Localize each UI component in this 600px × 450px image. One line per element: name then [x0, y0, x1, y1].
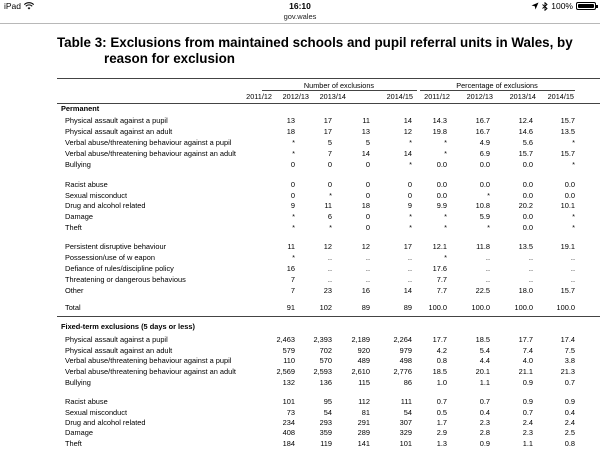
percentage-cell: 2.3 [522, 428, 533, 437]
percentage-cell: * [572, 138, 575, 147]
count-cell: * [329, 223, 332, 232]
table-row [57, 397, 600, 407]
count-cell: 13 [361, 127, 370, 136]
percentage-cell: 16.7 [475, 127, 490, 136]
percentage-cell: 0.0 [479, 180, 490, 189]
percentage-cell: 13.5 [518, 242, 533, 251]
table-row [57, 378, 600, 388]
percentage-cell: .. [485, 275, 490, 284]
count-cell: 111 [400, 397, 412, 406]
percentage-cell: 2.8 [479, 428, 490, 437]
group-rule-percentage [420, 90, 575, 91]
count-cell: .. [327, 264, 332, 273]
count-cell: 329 [399, 428, 412, 437]
count-cell: 12 [361, 242, 370, 251]
count-cell: * [292, 149, 295, 158]
count-cell: 289 [357, 428, 370, 437]
count-cell: * [409, 138, 412, 147]
percentage-cell: 2.3 [479, 418, 490, 427]
percentage-cell: 100.0 [471, 303, 490, 312]
percentage-cell: 5.9 [479, 212, 490, 221]
table-row [57, 408, 600, 418]
percentage-cell: 9.9 [436, 201, 447, 210]
table-row [57, 367, 600, 377]
percentage-cell: 15.7 [518, 149, 533, 158]
count-cell: 9 [407, 201, 412, 210]
percentage-cell: 0.9 [522, 397, 533, 406]
percentage-cell: 0.0 [564, 191, 575, 200]
table-row [57, 149, 600, 159]
count-cell: 81 [361, 408, 370, 417]
row-label: Theft [65, 439, 82, 448]
percentage-cell: 2.9 [436, 428, 447, 437]
address-bar[interactable]: gov.wales [283, 12, 317, 21]
row-label: Threatening or dangerous behavious [65, 275, 186, 284]
count-cell: 570 [319, 356, 332, 365]
percentage-cell: 1.7 [436, 418, 447, 427]
count-cell: 5 [365, 138, 370, 147]
percentage-cell: 0.9 [522, 378, 533, 387]
count-cell: 136 [319, 378, 332, 387]
row-label: Verbal abuse/threatening behaviour against an adult [65, 149, 236, 158]
table-row [57, 201, 600, 211]
device-label: iPad [4, 1, 22, 11]
percentage-cell: 7.5 [564, 346, 575, 355]
count-cell: 110 [283, 356, 295, 365]
percentage-cell: 0.9 [479, 439, 490, 448]
row-label: Drug and alcohol related [65, 201, 146, 210]
count-cell: 0 [327, 180, 332, 189]
count-cell: 17 [323, 127, 332, 136]
count-cell: 18 [361, 201, 370, 210]
percentage-cell: 10.8 [475, 201, 490, 210]
count-cell: 141 [357, 439, 370, 448]
count-cell: .. [365, 264, 370, 273]
row-label: Drug and alcohol related [65, 418, 146, 427]
count-cell: 14 [403, 149, 412, 158]
percentage-cell: 7.7 [436, 275, 447, 284]
table-row [57, 275, 600, 285]
count-cell: 2,189 [351, 335, 370, 344]
count-cell: .. [365, 275, 370, 284]
count-cell: 498 [399, 356, 412, 365]
percentage-cell: 2.4 [522, 418, 533, 427]
row-label: Sexual misconduct [65, 191, 128, 200]
count-cell: .. [407, 253, 412, 262]
count-cell: 119 [320, 439, 332, 448]
percentage-cell: 4.9 [479, 138, 490, 147]
percentage-cell: 0.0 [522, 223, 533, 232]
row-label: Possession/use of w eapon [65, 253, 155, 262]
percentage-cell: 7.4 [522, 346, 533, 355]
count-cell: 7 [290, 275, 295, 284]
count-cell: 408 [282, 428, 295, 437]
year-header: 2012/13 [282, 92, 309, 101]
count-cell: 17 [323, 116, 332, 125]
table-title [57, 35, 577, 67]
count-cell: 979 [399, 346, 412, 355]
percentage-cell: 16.7 [475, 116, 490, 125]
percentage-cell: .. [528, 264, 533, 273]
count-cell: 89 [361, 303, 370, 312]
percentage-cell: 15.7 [560, 286, 575, 295]
percentage-cell: * [444, 223, 447, 232]
row-label: Persistent disruptive behaviour [65, 242, 167, 251]
count-cell: 73 [286, 408, 295, 417]
table-row [57, 439, 600, 449]
percentage-cell: 0.7 [479, 397, 490, 406]
percentage-cell: 18.0 [518, 286, 533, 295]
count-cell: 7 [327, 149, 332, 158]
count-cell: 0 [290, 191, 295, 200]
count-cell: 23 [323, 286, 332, 295]
percentage-cell: .. [570, 264, 575, 273]
table-row [57, 242, 600, 252]
count-cell: 0 [365, 180, 370, 189]
row-label: Defiance of rules/discipline policy [65, 264, 174, 273]
count-cell: 5 [327, 138, 332, 147]
percentage-cell: 20.1 [475, 367, 490, 376]
count-cell: 702 [319, 346, 332, 355]
percentage-cell: 0.5 [436, 408, 447, 417]
percentage-cell: 18.5 [475, 335, 490, 344]
count-cell: 2,593 [313, 367, 332, 376]
row-label: Damage [65, 428, 93, 437]
count-cell: 14 [403, 286, 412, 295]
toolbar-divider [0, 23, 600, 24]
percentage-cell: 6.9 [479, 149, 490, 158]
count-cell: 11 [324, 201, 332, 210]
percentage-cell: 4.2 [436, 346, 447, 355]
count-cell: 579 [282, 346, 295, 355]
row-label: Verbal abuse/threatening behaviour against a pupil [65, 138, 232, 147]
count-cell: 12 [323, 242, 332, 251]
percentage-cell: 15.7 [560, 116, 575, 125]
count-cell: .. [327, 275, 332, 284]
table-top-rule [57, 78, 600, 79]
count-cell: 489 [357, 356, 370, 365]
percentage-cell: 0.0 [479, 160, 490, 169]
percentage-cell: 2.5 [564, 428, 575, 437]
year-header: 2012/13 [466, 92, 493, 101]
count-cell: * [292, 212, 295, 221]
location-arrow-icon [531, 2, 539, 10]
year-header: 2014/15 [386, 92, 413, 101]
percentage-cell: 0.0 [436, 191, 447, 200]
percentage-cell: 1.1 [479, 378, 490, 387]
count-cell: 18 [286, 127, 295, 136]
count-cell: .. [365, 253, 370, 262]
percentage-cell: .. [528, 275, 533, 284]
count-cell: * [409, 223, 412, 232]
count-cell: 0 [407, 191, 412, 200]
clock: 16:10 [289, 1, 311, 11]
count-cell: 2,569 [276, 367, 295, 376]
count-cell: .. [407, 275, 412, 284]
count-cell: 307 [399, 418, 412, 427]
row-label: Bullying [65, 378, 91, 387]
count-cell: * [292, 138, 295, 147]
count-cell: 12 [403, 127, 412, 136]
year-header: 2011/12 [246, 92, 272, 101]
percentage-cell: 19.8 [432, 127, 447, 136]
percentage-cell: 0.4 [564, 408, 575, 417]
table-row [57, 428, 600, 438]
percentage-cell: 12.1 [432, 242, 447, 251]
percentage-cell: 0.0 [522, 191, 533, 200]
percentage-cell: 0.0 [522, 212, 533, 221]
percentage-cell: 0.7 [522, 408, 533, 417]
percentage-cell: 0.0 [436, 180, 447, 189]
row-label: Physical assault against a pupil [65, 335, 168, 344]
percentage-cell: 22.5 [475, 286, 490, 295]
count-cell: 101 [399, 439, 412, 448]
year-header: 2013/14 [319, 92, 346, 101]
table-row [57, 160, 600, 170]
percentage-cell: 12.4 [518, 116, 533, 125]
count-cell: 112 [358, 397, 370, 406]
group-rule-number [262, 90, 417, 91]
count-cell: 2,264 [393, 335, 412, 344]
table-row [57, 127, 600, 137]
percentage-cell: 13.5 [560, 127, 575, 136]
count-cell: * [329, 191, 332, 200]
count-cell: 184 [282, 439, 295, 448]
count-cell: 293 [319, 418, 332, 427]
count-cell: .. [407, 264, 412, 273]
percentage-cell: 18.5 [432, 367, 447, 376]
percentage-cell: 7.7 [436, 286, 447, 295]
count-cell: 102 [319, 303, 332, 312]
table-row [57, 180, 600, 190]
percentage-cell: 21.3 [560, 367, 575, 376]
percentage-cell: 3.8 [564, 356, 575, 365]
count-cell: 95 [323, 397, 332, 406]
count-cell: 359 [319, 428, 332, 437]
year-header: 2014/15 [547, 92, 574, 101]
count-cell: 16 [286, 264, 295, 273]
table-row [57, 346, 600, 356]
battery-level [578, 4, 594, 8]
count-cell: 91 [286, 303, 295, 312]
percentage-cell: 0.9 [564, 397, 575, 406]
count-cell: 0 [407, 180, 412, 189]
percentage-cell: 100.0 [556, 303, 575, 312]
percentage-cell: * [444, 253, 447, 262]
percentage-cell: 1.1 [522, 439, 533, 448]
status-right [531, 1, 596, 11]
count-cell: 11 [287, 242, 295, 251]
count-cell: 0 [290, 160, 295, 169]
bluetooth-icon [542, 2, 548, 11]
row-label: Physical assault against an adult [65, 346, 173, 355]
percentage-cell: 0.7 [436, 397, 447, 406]
table-row [57, 303, 600, 313]
section-heading: Fixed-term exclusions (5 days or less) [61, 322, 195, 331]
percentage-cell: * [572, 223, 575, 232]
table-row [57, 116, 600, 126]
group-header-number: Number of exclusions [303, 81, 375, 90]
percentage-cell: 10.1 [560, 201, 575, 210]
row-label: Other [65, 286, 84, 295]
count-cell: 16 [361, 286, 370, 295]
percentage-cell: 1.3 [436, 439, 447, 448]
table-row [57, 212, 600, 222]
count-cell: 7 [290, 286, 295, 295]
year-header: 2013/14 [509, 92, 536, 101]
count-cell: * [292, 223, 295, 232]
percentage-cell: 15.7 [560, 149, 575, 158]
table-title-line1: Table 3: Exclusions from maintained schools and pupil referral units in Wales, by [57, 35, 573, 50]
percentage-cell: 0.8 [564, 439, 575, 448]
row-label: Theft [65, 223, 82, 232]
count-cell: 2,393 [313, 335, 332, 344]
count-cell: 0 [290, 180, 295, 189]
percentage-cell: 21.1 [518, 367, 533, 376]
percentage-cell: .. [528, 253, 533, 262]
percentage-cell: * [572, 212, 575, 221]
count-cell: 0 [365, 212, 370, 221]
percentage-cell: 4.4 [479, 356, 490, 365]
count-cell: 101 [282, 397, 295, 406]
count-cell: 2,610 [351, 367, 370, 376]
table-row [57, 223, 600, 233]
count-cell: 234 [282, 418, 295, 427]
count-cell: 920 [357, 346, 370, 355]
percentage-cell: 0.7 [564, 378, 575, 387]
percentage-cell: * [444, 149, 447, 158]
count-cell: 9 [290, 201, 295, 210]
count-cell: 115 [358, 378, 370, 387]
row-label: Racist abuse [65, 180, 108, 189]
count-cell: 291 [357, 418, 370, 427]
header-bottom-rule [57, 103, 600, 104]
row-label: Verbal abuse/threatening behaviour against a pupil [65, 356, 232, 365]
table-row [57, 418, 600, 428]
year-header: 2011/12 [424, 92, 450, 101]
row-label: Physical assault against a pupil [65, 116, 168, 125]
count-cell: 54 [403, 408, 412, 417]
percentage-cell: .. [485, 264, 490, 273]
percentage-cell: * [487, 191, 490, 200]
percentage-cell: * [444, 138, 447, 147]
percentage-cell: 14.3 [432, 116, 447, 125]
percentage-cell: 100.0 [428, 303, 447, 312]
count-cell: 11 [362, 116, 370, 125]
percentage-cell: 5.6 [522, 138, 533, 147]
percentage-cell: 0.8 [436, 356, 447, 365]
count-cell: 0 [327, 160, 332, 169]
row-label: Total [65, 303, 81, 312]
count-cell: 13 [286, 116, 295, 125]
count-cell: 86 [403, 378, 412, 387]
count-cell: * [292, 253, 295, 262]
percentage-cell: 19.1 [560, 242, 575, 251]
count-cell: * [409, 160, 412, 169]
percentage-cell: * [572, 160, 575, 169]
table-title-line2: reason for exclusion [104, 51, 235, 66]
count-cell: 0 [365, 160, 370, 169]
count-cell: 14 [403, 116, 412, 125]
percentage-cell: 11.8 [476, 242, 490, 251]
percentage-cell: 0.0 [436, 160, 447, 169]
count-cell: .. [327, 253, 332, 262]
row-label: Damage [65, 212, 93, 221]
percentage-cell: 17.7 [518, 335, 533, 344]
count-cell: 17 [403, 242, 412, 251]
count-cell: 132 [282, 378, 295, 387]
count-cell: * [409, 212, 412, 221]
table-row [57, 335, 600, 345]
percentage-cell: * [444, 212, 447, 221]
section-heading: Permanent [61, 104, 100, 113]
count-cell: 14 [361, 149, 370, 158]
table-row [57, 253, 600, 263]
count-cell: 2,776 [393, 367, 412, 376]
row-label: Racist abuse [65, 397, 108, 406]
percentage-cell: 17.7 [432, 335, 447, 344]
percentage-cell: 14.6 [518, 127, 533, 136]
percentage-cell: .. [570, 253, 575, 262]
percentage-cell: 4.0 [522, 356, 533, 365]
battery-icon [576, 2, 596, 10]
count-cell: 89 [403, 303, 412, 312]
percentage-cell: 1.0 [436, 378, 447, 387]
row-label: Verbal abuse/threatening behaviour against an adult [65, 367, 236, 376]
percentage-cell: .. [570, 275, 575, 284]
percentage-cell: 2.4 [564, 418, 575, 427]
table-row [57, 138, 600, 148]
percentage-cell: 0.4 [479, 408, 490, 417]
count-cell: 54 [323, 408, 332, 417]
table-row [57, 264, 600, 274]
section-rule [57, 316, 600, 317]
percentage-cell: 17.4 [560, 335, 575, 344]
row-label: Sexual misconduct [65, 408, 128, 417]
count-cell: 6 [327, 212, 332, 221]
percentage-cell: 17.6 [432, 264, 447, 273]
percentage-cell: 0.0 [564, 180, 575, 189]
count-cell: 0 [365, 223, 370, 232]
percentage-cell: 0.0 [522, 180, 533, 189]
table-row [57, 356, 600, 366]
percentage-cell: * [487, 223, 490, 232]
percentage-cell: 20.2 [518, 201, 533, 210]
table-row [57, 286, 600, 296]
count-cell: 0 [365, 191, 370, 200]
percentage-cell: 5.4 [479, 346, 490, 355]
row-label: Physical assault against an adult [65, 127, 173, 136]
battery-percent: 100% [551, 1, 573, 11]
percentage-cell: 0.0 [522, 160, 533, 169]
row-label: Bullying [65, 160, 91, 169]
count-cell: 2,463 [276, 335, 295, 344]
table-row [57, 191, 600, 201]
percentage-cell: 100.0 [514, 303, 533, 312]
percentage-cell: .. [485, 253, 490, 262]
group-header-percentage: Percentage of exclusions [456, 81, 538, 90]
